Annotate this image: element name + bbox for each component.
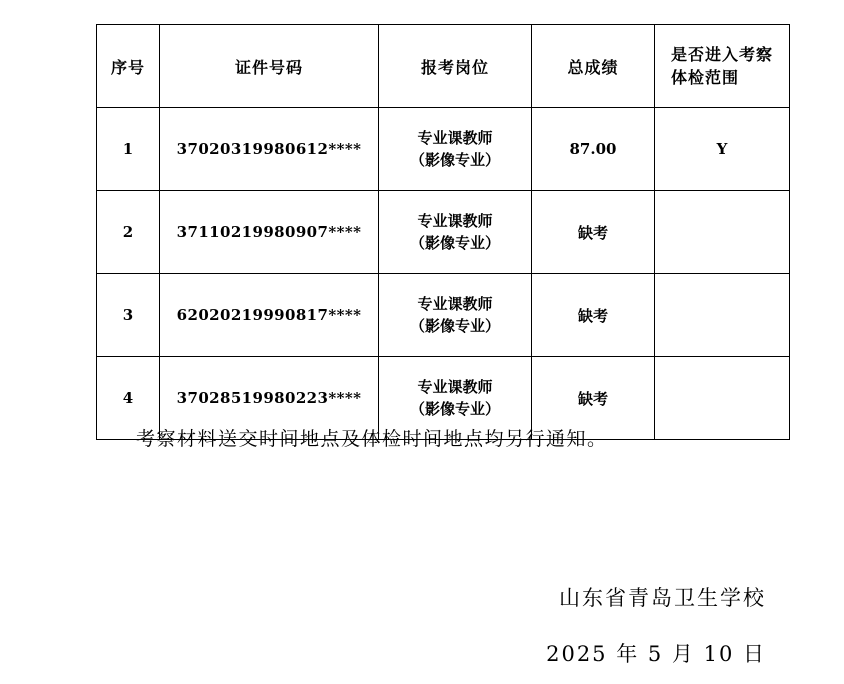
cell-id: 37110219980907**** xyxy=(160,191,379,274)
cell-no: 2 xyxy=(97,191,160,274)
cell-score: 87.00 xyxy=(532,108,655,191)
cell-post-line2: （影像专业） xyxy=(409,400,500,418)
cell-flag xyxy=(655,191,790,274)
cell-score: 缺考 xyxy=(532,357,655,440)
column-header-score: 总成绩 xyxy=(532,25,655,108)
cell-post-line1: 专业课教师 xyxy=(417,128,493,147)
cell-post xyxy=(379,191,532,274)
column-header-post: 报考岗位 xyxy=(379,25,532,108)
cell-flag xyxy=(655,357,790,440)
cell-post xyxy=(379,274,532,357)
cell-id: 62020219990817**** xyxy=(160,274,379,357)
column-header-flag-line2: 体检范围 xyxy=(671,68,740,87)
table-header xyxy=(97,25,790,108)
cell-post-line2: （影像专业） xyxy=(409,317,500,335)
column-header-flag xyxy=(655,25,790,108)
table-header-row xyxy=(97,25,790,108)
cell-post-line2: （影像专业） xyxy=(409,234,500,252)
cell-score: 缺考 xyxy=(532,274,655,357)
cell-no: 4 xyxy=(97,357,160,440)
cell-no: 3 xyxy=(97,274,160,357)
cell-post xyxy=(379,108,532,191)
cell-id: 37028519980223**** xyxy=(160,357,379,440)
cell-post-line1: 专业课教师 xyxy=(417,377,493,396)
cell-post-line2: （影像专业） xyxy=(409,151,500,169)
note-text: 考察材料送交时间地点及体检时间地点均另行通知。 xyxy=(136,428,608,450)
exam-result-table xyxy=(96,24,790,440)
table-row xyxy=(97,108,790,191)
cell-post-line1: 专业课教师 xyxy=(417,211,493,230)
signature-date: 2025 年 5 月 10 日 xyxy=(546,642,766,666)
table-body xyxy=(97,108,790,440)
signature-organization: 山东省青岛卫生学校 xyxy=(559,586,766,610)
cell-flag xyxy=(655,274,790,357)
cell-post-line1: 专业课教师 xyxy=(417,294,493,313)
column-header-no: 序号 xyxy=(97,25,160,108)
table-row xyxy=(97,191,790,274)
column-header-flag-line1: 是否进入考察 xyxy=(671,44,774,64)
cell-no: 1 xyxy=(97,108,160,191)
cell-flag: Y xyxy=(655,108,790,191)
cell-score: 缺考 xyxy=(532,191,655,274)
table-row xyxy=(97,274,790,357)
column-header-id: 证件号码 xyxy=(160,25,379,108)
cell-id: 37020319980612**** xyxy=(160,108,379,191)
